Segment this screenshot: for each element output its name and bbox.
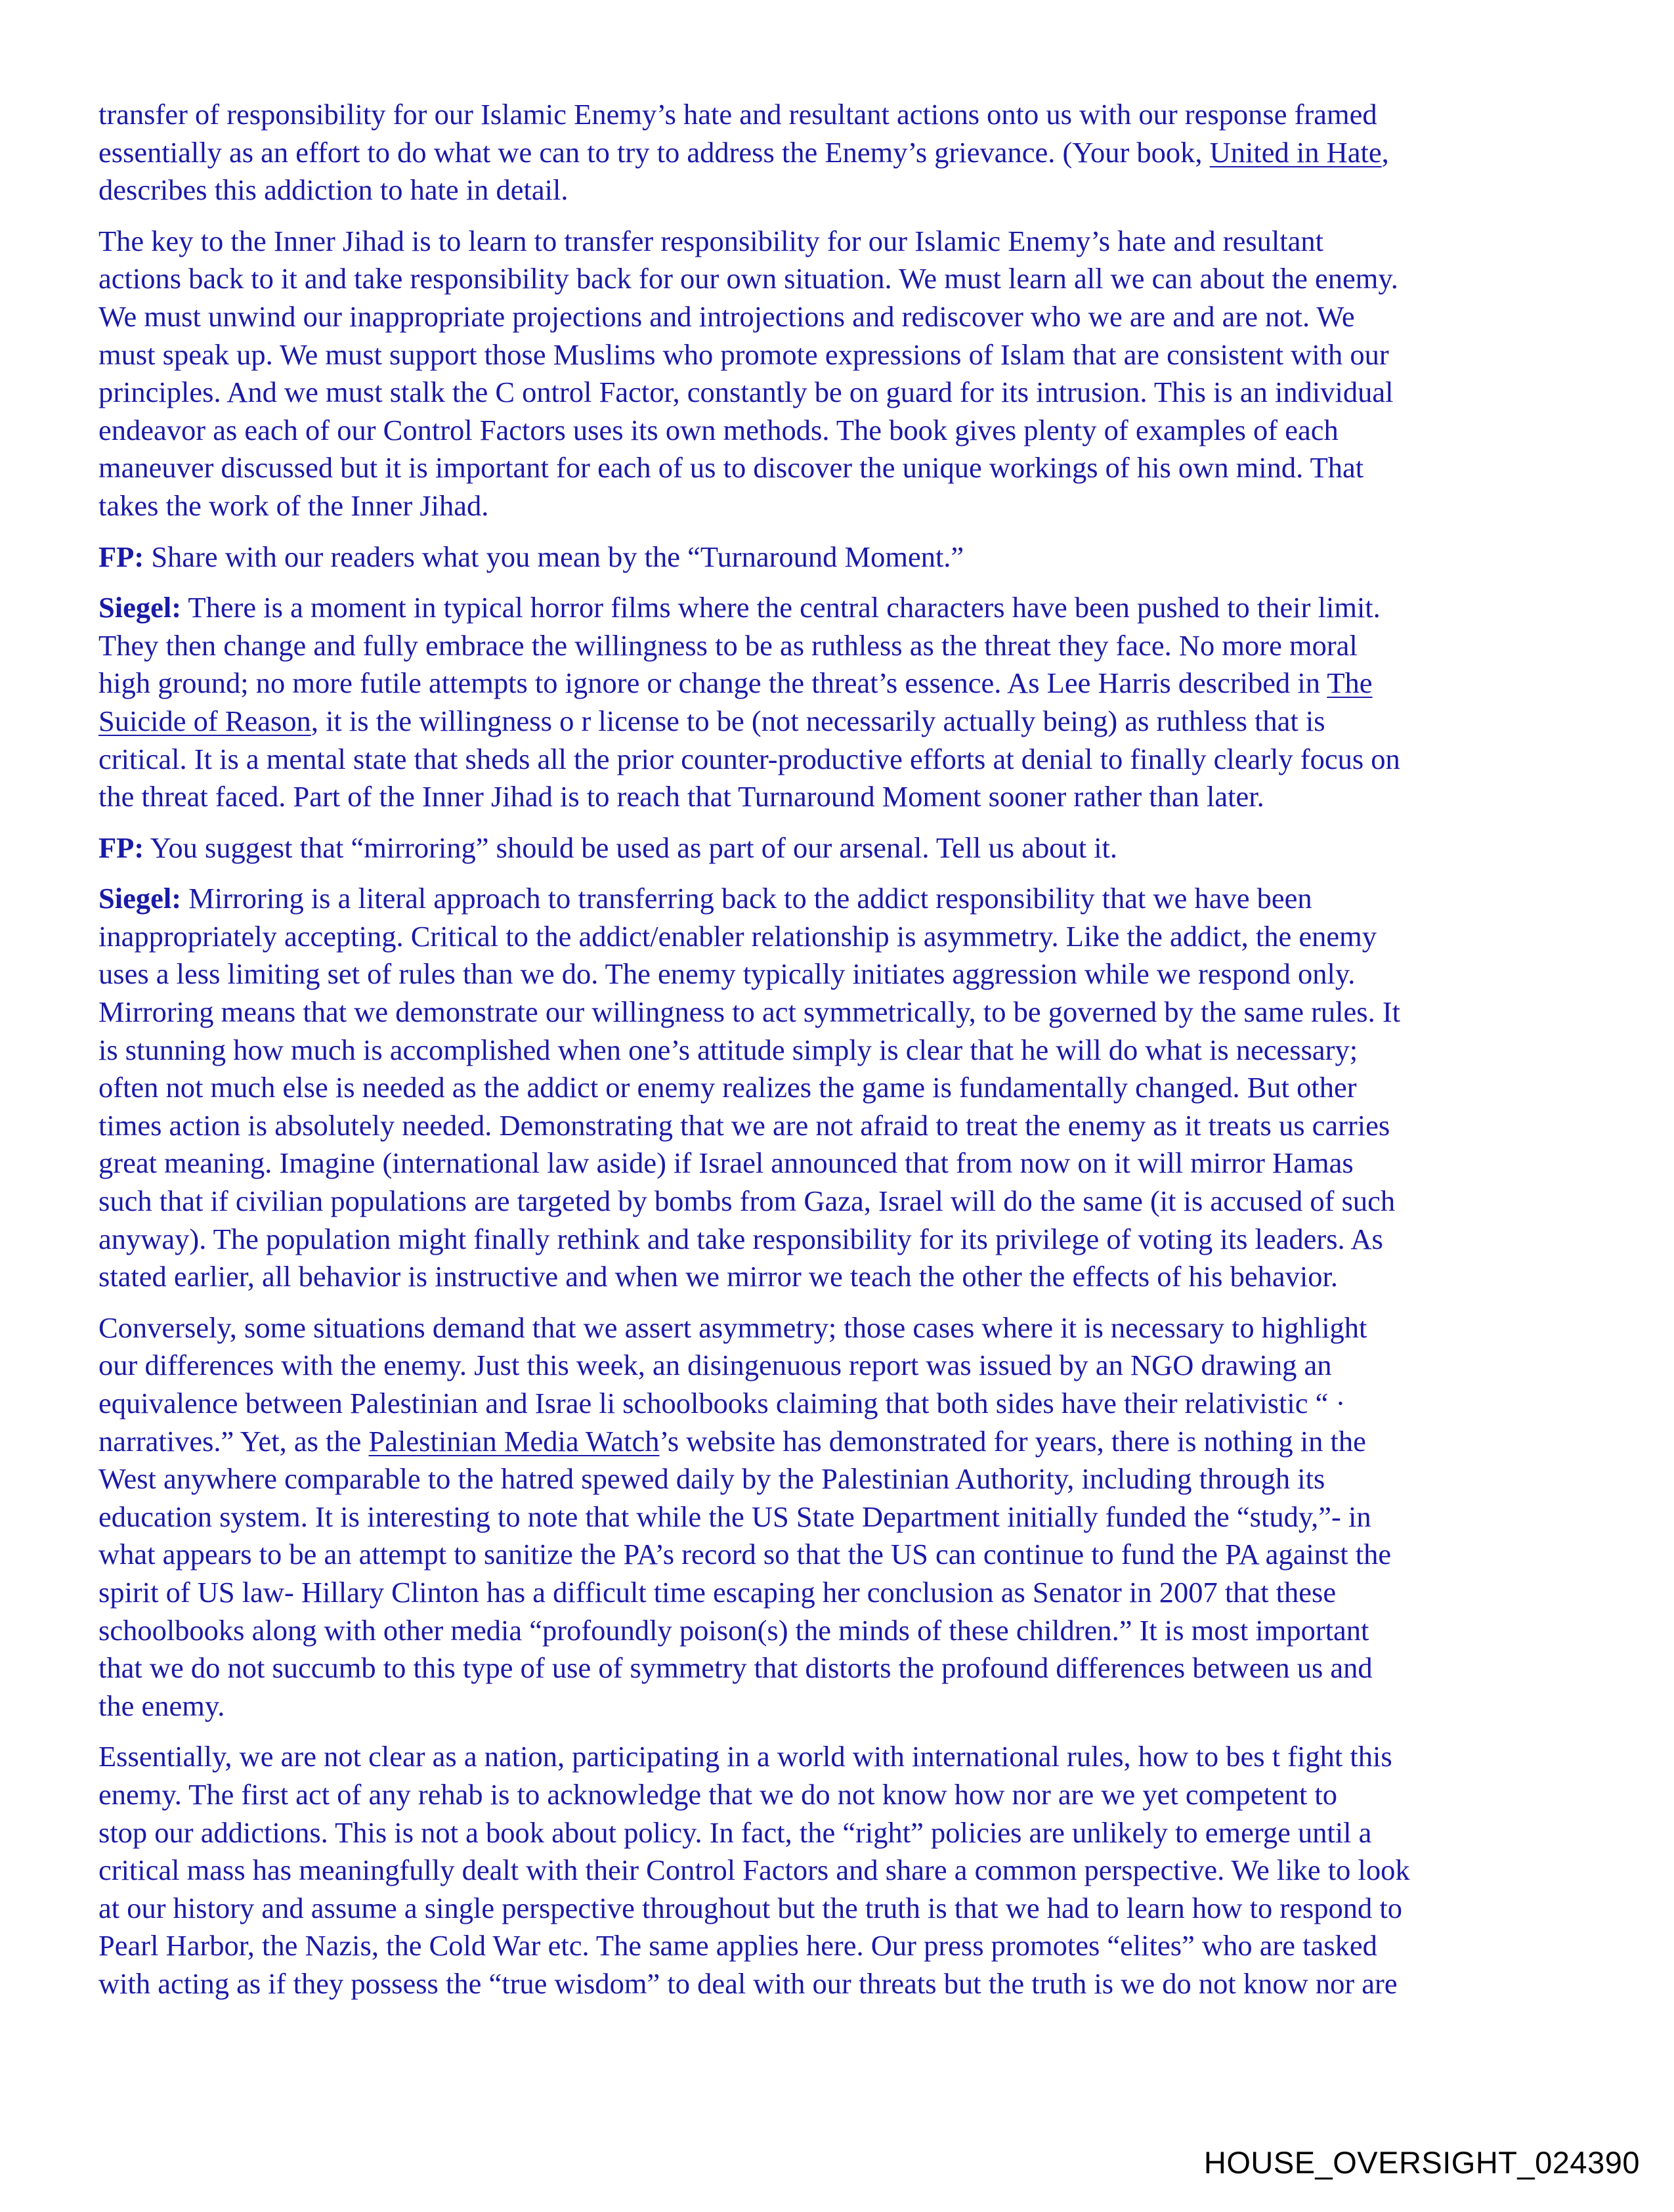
text-line: critical. It is a mental state that sheds all the prior counter-productive efforts at denial to finally clearly focus on <box>98 742 1400 775</box>
text-span: essentially as an effort to do what we can to try to address the Enemy’s grievance. (Your book, <box>98 135 1210 169</box>
text-line: principles. And we must stalk the C ontrol Factor, constantly be on guard for its intrusion. This is an individual <box>98 376 1394 409</box>
text-line: Mirroring means that we demonstrate our willingness to act symmetrically, to be governed by the same rules. It <box>98 995 1401 1029</box>
answer-1 <box>98 589 1576 816</box>
text-line: stated earlier, all behavior is instructive and when we mirror we teach the other the effects of his behavior. <box>98 1260 1338 1293</box>
book-link-suicide-of-reason[interactable]: The <box>1327 666 1373 700</box>
question-2 <box>98 829 1576 867</box>
text-line: the threat faced. Part of the Inner Jihad is to reach that Turnaround Moment sooner rather than later. <box>98 780 1264 813</box>
text-line <box>98 829 1576 867</box>
text-line: maneuver discussed but it is important for each of us to discover the unique workings of his own mind. That <box>98 451 1364 485</box>
text-line: our differences with the enemy. Just this week, an disingenuous report was issued by an NGO drawing an <box>98 1349 1332 1382</box>
paragraph-1 <box>98 96 1576 209</box>
text-line: enemy. The first act of any rehab is to acknowledge that we do not know how nor are we yet competent to <box>98 1777 1337 1811</box>
text-line: endeavor as each of our Control Factors uses its own methods. The book gives plenty of examples of each <box>98 413 1339 446</box>
text-span: narratives.” Yet, as the <box>98 1424 369 1458</box>
text-line: Conversely, some situations demand that we assert asymmetry; those cases where it is necessary to highlight <box>98 1311 1367 1344</box>
text-line: uses a less limiting set of rules than we do. The enemy typically initiates aggression while we respond only. <box>98 957 1356 991</box>
text-line: is stunning how much is accomplished when one’s attitude simply is clear that he will do what is necessary; <box>98 1033 1358 1066</box>
text-line <box>98 1423 1576 1461</box>
text-line <box>98 703 1576 741</box>
text-line: actions back to it and take responsibility back for our own situation. We must learn all we can about the enemy. <box>98 262 1398 295</box>
text-line: Essentially, we are not clear as a nation, participating in a world with international rules, how to bes t fight this <box>98 1740 1392 1773</box>
text-line: equivalence between Palestinian and Israe li schoolbooks claiming that both sides have their relativistic “ · <box>98 1387 1346 1420</box>
text-line: great meaning. Imagine (international law aside) if Israel announced that from now on it will mirror Hamas <box>98 1146 1354 1180</box>
text-line: takes the work of the Inner Jihad. <box>98 488 489 522</box>
text-line: education system. It is interesting to note that while the US State Department initially funded the “study,”- in <box>98 1500 1371 1533</box>
book-link-suicide-of-reason-cont[interactable]: Suicide of Reason <box>98 704 311 737</box>
text-line <box>98 880 1576 918</box>
text-line: must speak up. We must support those Muslims who promote expressions of Islam that are consistent with our <box>98 337 1389 371</box>
speaker-label-fp: FP: <box>98 831 144 864</box>
text-line: West anywhere comparable to the hatred spewed daily by the Palestinian Authority, including through its <box>98 1462 1325 1496</box>
text-line: times action is absolutely needed. Demonstrating that we are not afraid to treat the enemy as it treats us carries <box>98 1108 1390 1142</box>
text-line <box>98 134 1576 172</box>
text-line: anyway). The population might finally rethink and take responsibility for its privilege of voting its leaders. As <box>98 1222 1383 1255</box>
question-text: You suggest that “mirroring” should be used as part of our arsenal. Tell us about it. <box>144 831 1118 864</box>
text-span: Mirroring is a literal approach to transferring back to the addict responsibility that we have been <box>181 882 1312 915</box>
speaker-label-siegel: Siegel: <box>98 882 182 915</box>
question-1 <box>98 538 1576 576</box>
text-line: what appears to be an attempt to sanitize the PA’s record so that the US can continue to fund the PA against the <box>98 1538 1392 1571</box>
text-line: that we do not succumb to this type of use of symmetry that distorts the profound differences between us and <box>98 1651 1373 1685</box>
text-line: with acting as if they possess the “true wisdom” to deal with our threats but the truth is we do not know nor are <box>98 1966 1398 2000</box>
text-span: ’s website has demonstrated for years, there is nothing in the <box>659 1424 1366 1458</box>
paragraph-2 <box>98 223 1576 525</box>
text-line: critical mass has meaningfully dealt with their Control Factors and share a common perspective. We like to look <box>98 1854 1410 1887</box>
text-line: Pearl Harbor, the Nazis, the Cold War etc. The same applies here. Our press promotes “elites” who are tasked <box>98 1929 1377 1963</box>
book-link-united-in-hate[interactable]: United in Hate <box>1209 135 1382 169</box>
text-line <box>98 589 1576 627</box>
text-span: , it is the willingness o r license to be (not necessarily actually being) as ruthless that is <box>311 704 1325 737</box>
text-line: stop our addictions. This is not a book about policy. In fact, the “right” policies are unlikely to emerge until a <box>98 1815 1372 1849</box>
paragraph-3 <box>98 1309 1576 1725</box>
text-line: at our history and assume a single perspective throughout but the truth is that we had to learn how to respond to <box>98 1891 1403 1924</box>
link-palestinian-media-watch[interactable]: Palestinian Media Watch <box>368 1424 660 1458</box>
document-body <box>98 96 1576 2016</box>
answer-2 <box>98 880 1576 1296</box>
speaker-label-siegel: Siegel: <box>98 591 182 624</box>
text-line: such that if civilian populations are targeted by bombs from Gaza, Israel will do the same (it is accused of such <box>98 1184 1396 1218</box>
text-line <box>98 538 1576 576</box>
text-line: transfer of responsibility for our Islamic Enemy’s hate and resultant actions onto us with our response framed <box>98 98 1377 131</box>
text-line: describes this addiction to hate in detail. <box>98 173 569 207</box>
text-span: high ground; no more futile attempts to ignore or change the threat’s essence. As Lee Harris described in <box>98 666 1327 700</box>
paragraph-4 <box>98 1738 1576 2003</box>
text-line: The key to the Inner Jihad is to learn to transfer responsibility for our Islamic Enemy’s hate and resultant <box>98 224 1324 257</box>
question-text: Share with our readers what you mean by the “Turnaround Moment.” <box>144 540 964 573</box>
text-span: , <box>1381 135 1389 169</box>
text-line: We must unwind our inappropriate projections and introjections and rediscover who we are and are not. We <box>98 299 1355 333</box>
text-line: often not much else is needed as the addict or enemy realizes the game is fundamentally changed. But other <box>98 1071 1357 1104</box>
text-line: spirit of US law- Hillary Clinton has a difficult time escaping her conclusion as Senator in 2007 that these <box>98 1575 1337 1609</box>
bates-number: HOUSE_OVERSIGHT_024390 <box>1203 2145 1640 2180</box>
text-span: There is a moment in typical horror films where the central characters have been pushed to their limit. <box>181 591 1381 624</box>
text-line: the enemy. <box>98 1689 225 1722</box>
text-line: They then change and fully embrace the willingness to be as ruthless as the threat they face. No more moral <box>98 628 1358 662</box>
text-line: inappropriately accepting. Critical to the addict/enabler relationship is asymmetry. Like the addict, the enemy <box>98 919 1377 953</box>
text-line <box>98 664 1576 703</box>
text-line: schoolbooks along with other media “profoundly poison(s) the minds of these children.” It is most important <box>98 1613 1369 1647</box>
speaker-label-fp: FP: <box>98 540 144 573</box>
